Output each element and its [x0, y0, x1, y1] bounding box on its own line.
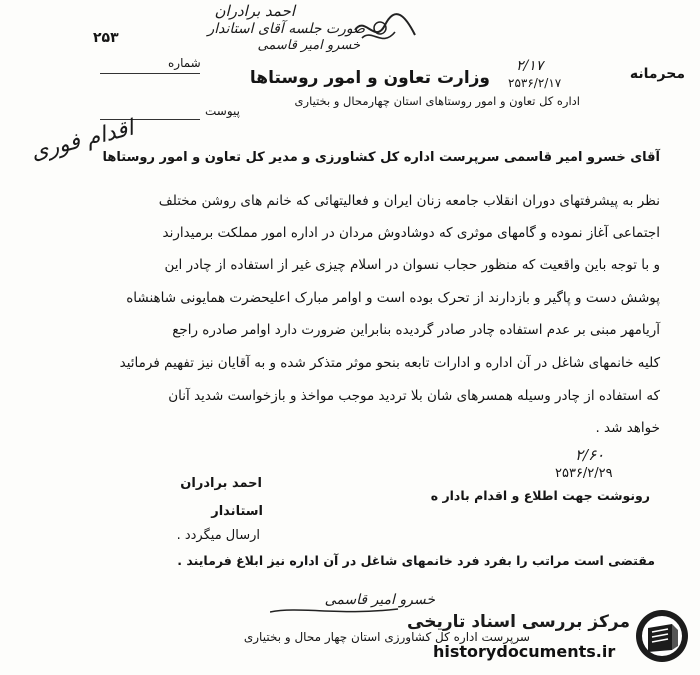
signature-title: استاندار	[211, 504, 263, 519]
watermark-url: historydocuments.ir	[433, 642, 616, 661]
ink-stamp-mark	[350, 10, 420, 50]
body-line-7: که استفاده از چادر وسیله همسرهای شان بلا تردید موجب مواخذ و بازخواست شدید آنان	[168, 388, 660, 404]
date-stamp: ۲۵۳۶/۲/۱۷	[508, 76, 562, 90]
number-value: ۲۵۳	[93, 30, 119, 46]
body-line-3: و با توجه باین واقعیت که منظور حجاب نسوان در اسلام چیزی غیر از استفاده از چادر این	[164, 257, 660, 273]
copy-number: ۲/۶۰	[575, 446, 605, 464]
ministry-title: وزارت تعاون و امور روستاها	[249, 68, 490, 88]
copy-signer-title: سرپرست اداره کل کشاورزی استان چهار محال و بختیاری	[243, 630, 530, 644]
date-handwritten: ۲/۱۷	[516, 58, 544, 74]
number-label: شماره	[168, 56, 201, 70]
body-line-6: کلیه خانمهای شاغل در آن اداره و ادارات تابعه بنحو موثر متذکر شده و به آقایان نیز تفهیم فرمائید	[119, 355, 660, 371]
top-handwriting-2: صورت جلسه آقای استاندار	[207, 21, 365, 37]
body-line-4: پوشش دست و پاگیر و بازدارند از تحرک بوده است و اوامر مبارک اعلیحضرت همایونی شاهنشاه	[126, 290, 660, 306]
confidential-label: محرمانه	[629, 66, 685, 82]
copy-line: رونوشت جهت اطلاع و اقدام بادار ه	[430, 488, 650, 503]
body-line-2: اجتماعی آغاز نموده و گامهای موثری که دوشادوش مردان در اداره امور مملکت برمیدارند	[162, 225, 660, 241]
copy-instruction: مقتضی است مراتب را بفرد فرد خانمهای شاغل در آن اداره نیز ابلاغ فرمایند .	[177, 553, 655, 568]
body-line-5: آریامهر مبنی بر عدم استفاده چادر صادر گردیده بنابراین ضرورت دارد اوامر صادره راجع	[172, 322, 660, 338]
watermark-org: مرکز بررسی اسناد تاریخی	[407, 612, 630, 632]
signature-name: احمد برادران	[180, 476, 262, 491]
salutation: آقای خسرو امیر قاسمی سرپرست اداره کل کشاورزی و مدیر کل تعاون و امور روستاها	[102, 150, 660, 165]
number-underline	[100, 73, 200, 74]
watermark-logo	[632, 606, 692, 666]
copy-signer: خسرو امیر قاسمی	[324, 592, 435, 608]
body-line-8: خواهد شد .	[595, 420, 660, 436]
top-handwriting-3: خسرو امیر قاسمی	[257, 38, 360, 53]
margin-note: اقدام فوری	[28, 115, 137, 166]
copy-date: ۲۵۳۶/۲/۲۹	[555, 466, 613, 481]
body-line-1: نظر به پیشرفتهای دوران انقلاب جامعه زنان ایران و فعالیتهائی که خانم های روشن مختلف	[158, 193, 660, 209]
signature-stroke	[270, 600, 400, 620]
department-title: اداره کل تعاون و امور روستاهای استان چهارمحال و بختیاری	[294, 94, 580, 108]
top-handwriting-1: احمد برادران	[214, 2, 295, 20]
signature-send: ارسال میگردد .	[176, 528, 260, 543]
attachment-label: پیوست	[205, 104, 240, 118]
